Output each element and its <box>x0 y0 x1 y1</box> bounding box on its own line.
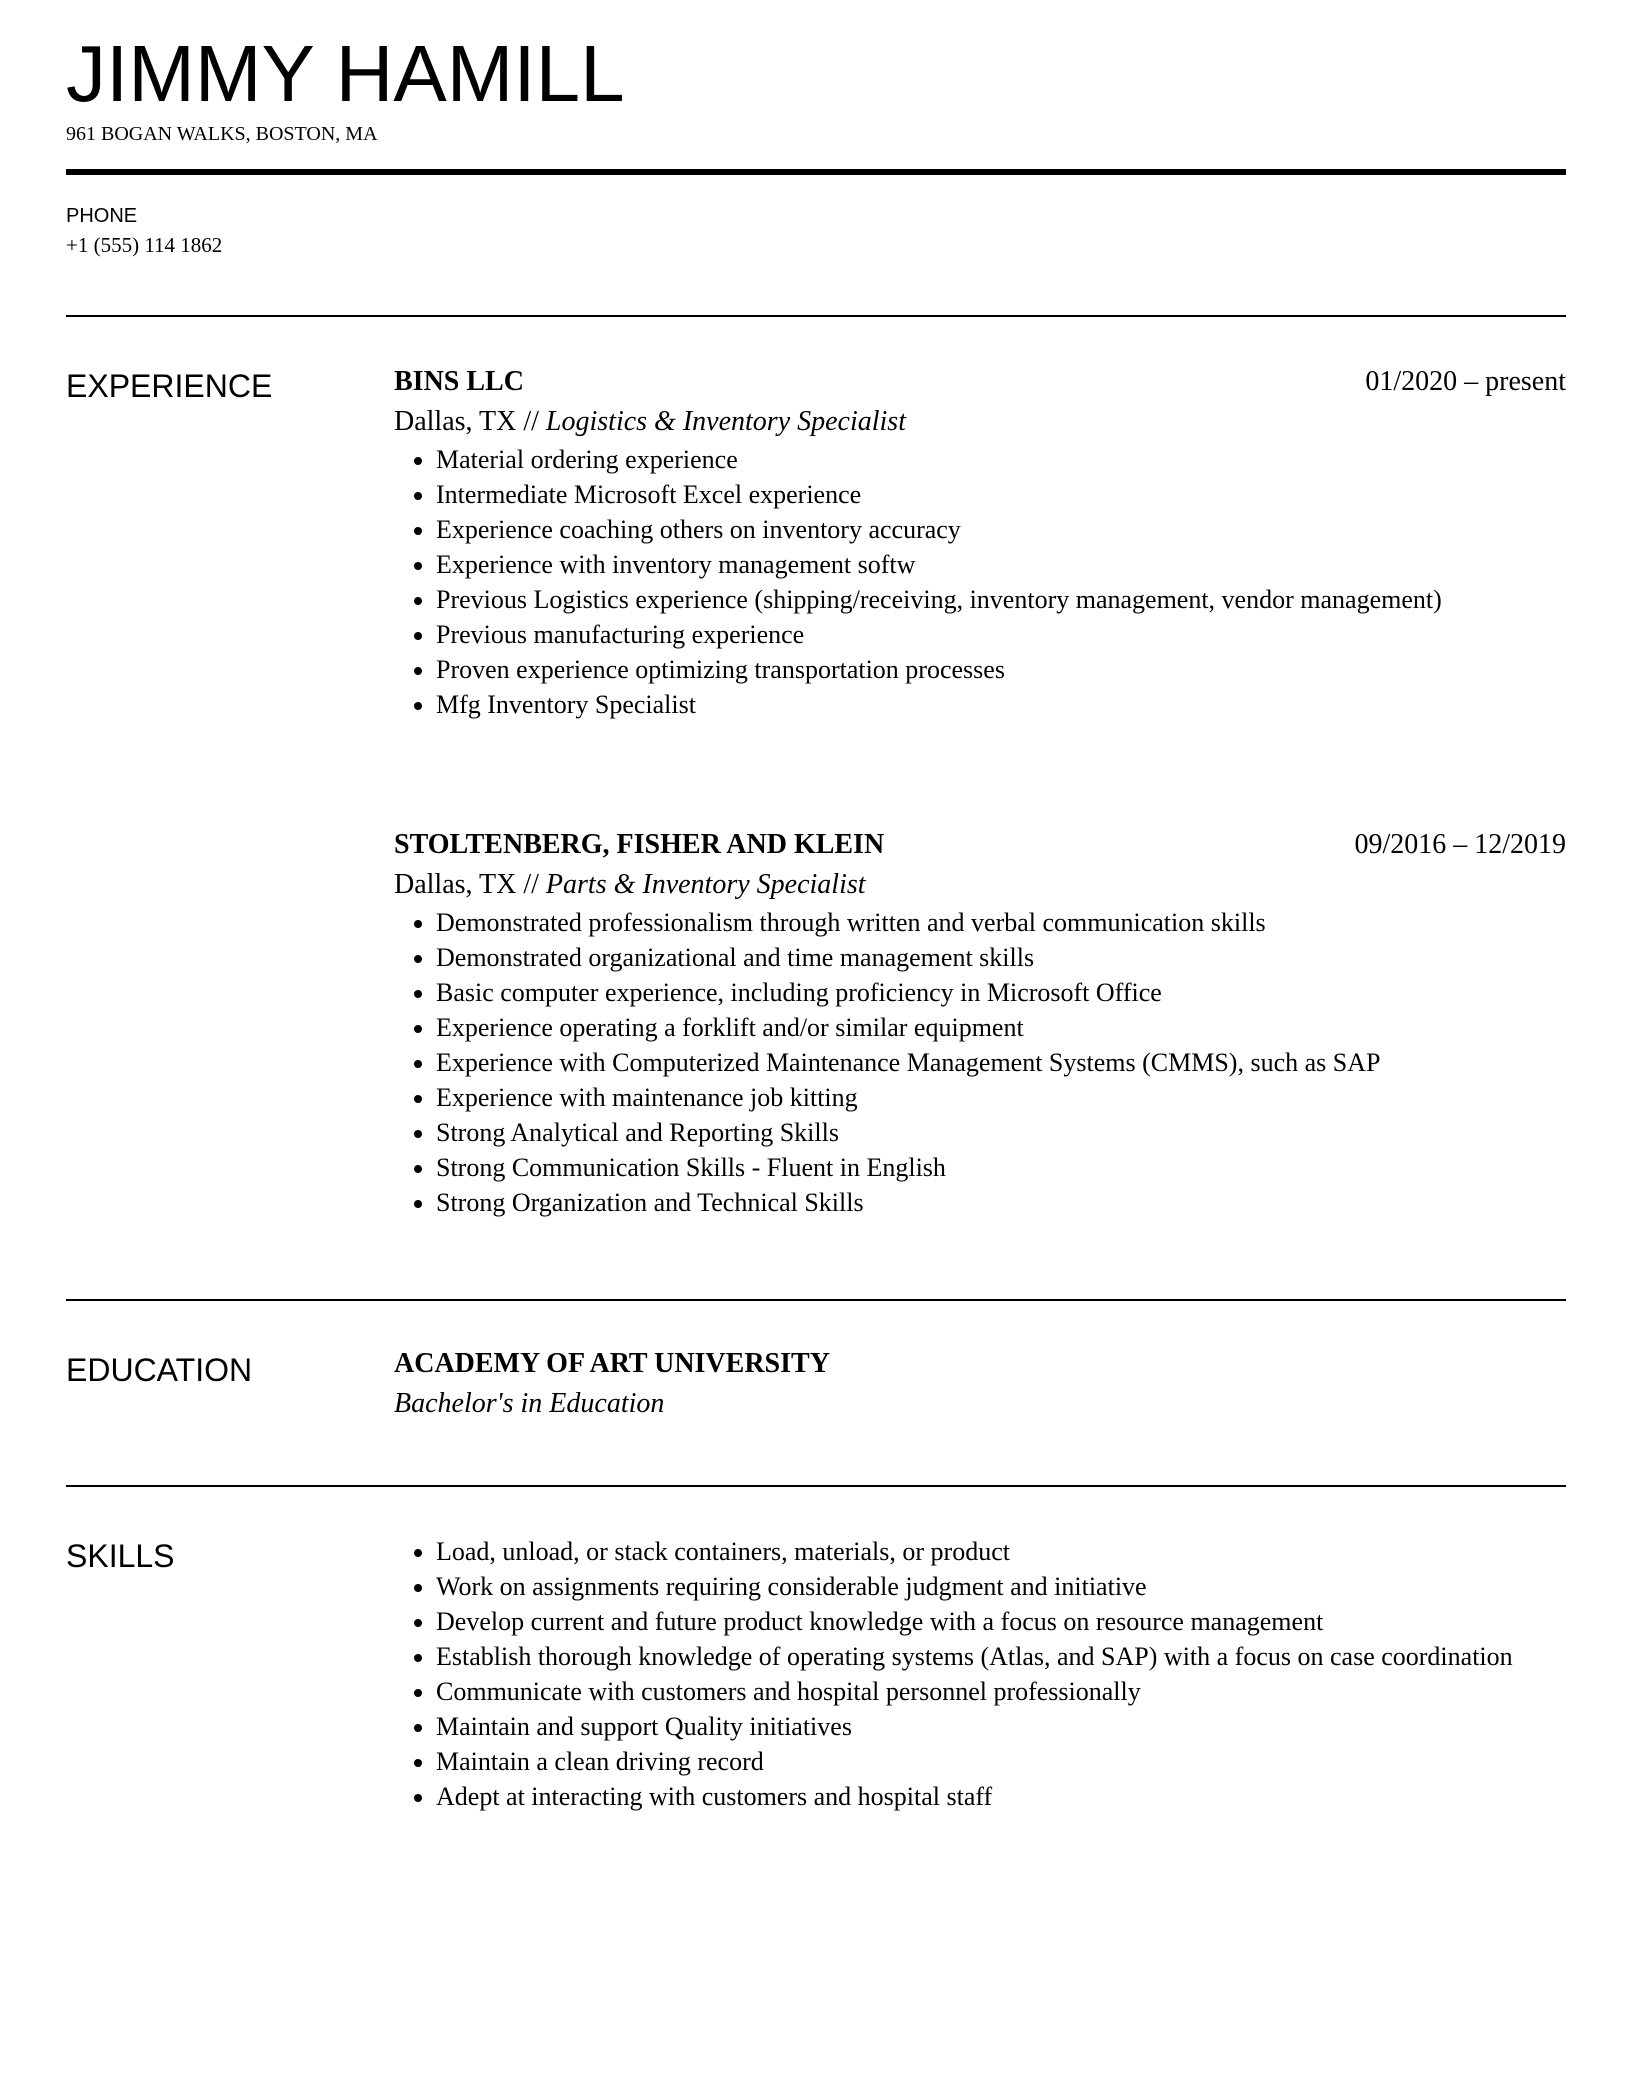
list-item: • Experience with Computerized Maintenance Management Systems (CMMS), such as SAP <box>436 1045 1566 1080</box>
list-item: • Strong Analytical and Reporting Skills <box>436 1115 1566 1150</box>
list-item: • Establish thorough knowledge of operating systems (Atlas, and SAP) with a focus on case coordination <box>436 1639 1566 1674</box>
job-location: Dallas, TX <box>394 406 517 437</box>
job-dates: 01/2020 – present <box>1365 366 1566 397</box>
list-item: • Material ordering experience <box>436 442 1566 477</box>
job-separator: // <box>516 406 546 437</box>
list-item: • Communicate with customers and hospital personnel professionally <box>436 1674 1566 1709</box>
list-item: • Experience with maintenance job kitting <box>436 1080 1566 1115</box>
list-item: • Demonstrated professionalism through written and verbal communication skills <box>436 905 1566 940</box>
list-item: • Maintain and support Quality initiatives <box>436 1709 1566 1744</box>
experience-divider <box>66 1299 1566 1301</box>
job-role: Parts & Inventory Specialist <box>545 869 866 900</box>
list-item: • Experience with inventory management softw <box>436 547 1566 582</box>
list-item: • Previous manufacturing experience <box>436 617 1566 652</box>
education-degree: Bachelor's in Education <box>394 1388 665 1419</box>
job-header <box>394 827 1566 865</box>
skills-entry <box>394 1534 1566 1814</box>
education-header <box>394 1346 1566 1384</box>
list-item: • Demonstrated organizational and time management skills <box>436 940 1566 975</box>
skills-title: SKILLS <box>66 1538 175 1574</box>
list-item: • Adept at interacting with customers and hospital staff <box>436 1779 1566 1814</box>
job-header <box>394 364 1566 402</box>
job-location: Dallas, TX <box>394 869 517 900</box>
job-bullets <box>394 442 1566 722</box>
candidate-address: 961 BOGAN WALKS, BOSTON, MA <box>66 123 378 145</box>
phone-value: +1 (555) 114 1862 <box>66 233 223 257</box>
header-divider <box>66 169 1566 175</box>
education-divider <box>66 1485 1566 1487</box>
list-item: • Experience coaching others on inventory accuracy <box>436 512 1566 547</box>
list-item: • Experience operating a forklift and/or similar equipment <box>436 1010 1566 1045</box>
job-company: STOLTENBERG, FISHER AND KLEIN <box>394 829 885 860</box>
job-subline <box>394 865 1566 905</box>
list-item: • Work on assignments requiring considerable judgment and initiative <box>436 1569 1566 1604</box>
list-item: • Strong Organization and Technical Skills <box>436 1185 1566 1220</box>
job-dates: 09/2016 – 12/2019 <box>1354 829 1566 860</box>
list-item: • Previous Logistics experience (shipping/receiving, inventory management, vendor management) <box>436 582 1566 617</box>
job-separator: // <box>516 869 546 900</box>
list-item: • Intermediate Microsoft Excel experience <box>436 477 1566 512</box>
list-item: • Proven experience optimizing transportation processes <box>436 652 1566 687</box>
education-title: EDUCATION <box>66 1352 253 1388</box>
job-company: BINS LLC <box>394 366 524 397</box>
list-item: • Load, unload, or stack containers, materials, or product <box>436 1534 1566 1569</box>
skills-list <box>394 1534 1566 1814</box>
job-subline <box>394 402 1566 442</box>
list-item: • Develop current and future product knowledge with a focus on resource management <box>436 1604 1566 1639</box>
list-item: • Basic computer experience, including proficiency in Microsoft Office <box>436 975 1566 1010</box>
phone-label: PHONE <box>66 205 138 227</box>
list-item: • Mfg Inventory Specialist <box>436 687 1566 722</box>
list-item: • Strong Communication Skills - Fluent in English <box>436 1150 1566 1185</box>
job-entry <box>394 827 1566 1220</box>
job-role: Logistics & Inventory Specialist <box>545 406 906 437</box>
education-degree-line <box>394 1384 1566 1424</box>
experience-title: EXPERIENCE <box>66 368 273 404</box>
contact-divider <box>66 315 1566 317</box>
education-entry <box>394 1346 1566 1424</box>
list-item: • Maintain a clean driving record <box>436 1744 1566 1779</box>
education-school: ACADEMY OF ART UNIVERSITY <box>394 1348 830 1379</box>
job-entry <box>394 364 1566 722</box>
job-bullets <box>394 905 1566 1220</box>
candidate-name: JIMMY HAMILL <box>66 29 625 118</box>
